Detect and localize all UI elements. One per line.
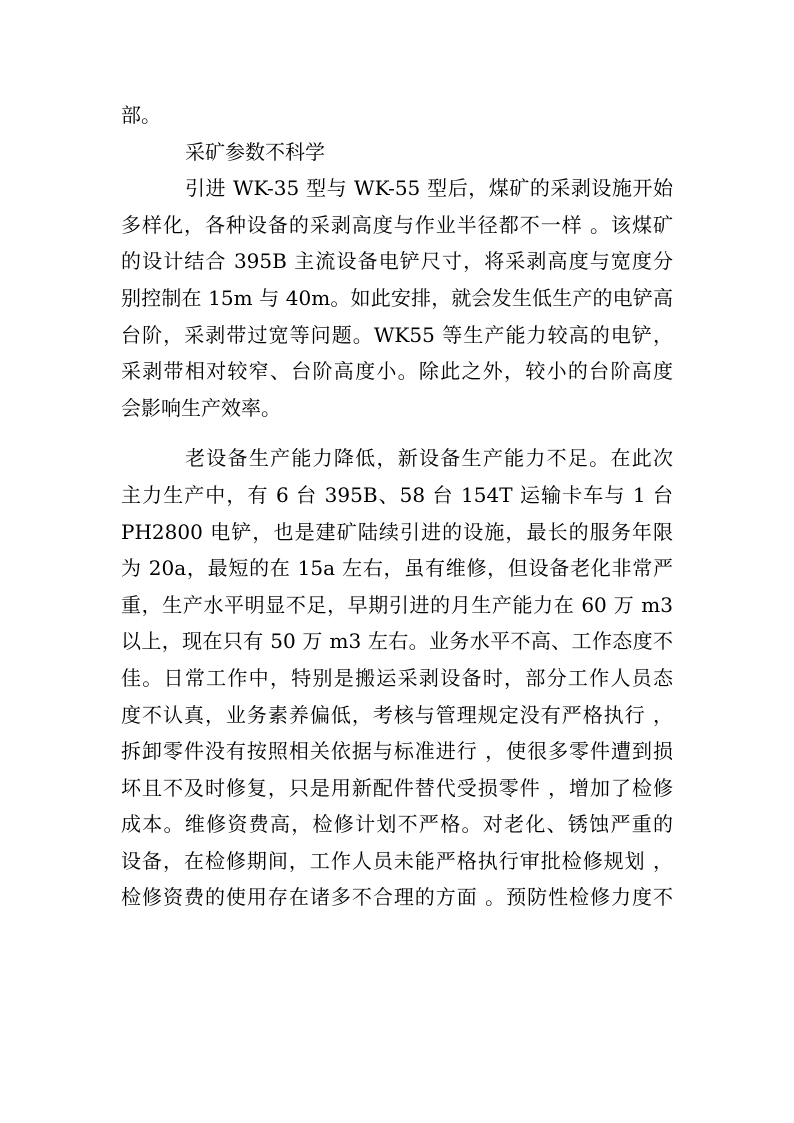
text-line: 为 20a，最短的在 15a 左右，虽有维修，但设备老化非常严 bbox=[121, 556, 673, 581]
text-line: 坏且不及时修复，只是用新配件替代受损零件 ，增加了检修 bbox=[121, 775, 673, 800]
paragraph-gap bbox=[121, 426, 673, 440]
text-line: 多样化，各种设备的采剥高度与作业半径都不一样 。该煤矿 bbox=[121, 212, 673, 237]
text-line: PH2800 电铲，也是建矿陆续引进的设施，最长的服务年限 bbox=[121, 519, 673, 544]
text-line: 引进 WK-35 型与 WK-55 型后，煤矿的采剥设施开始 bbox=[185, 176, 673, 201]
text-line: 部。 bbox=[121, 103, 161, 127]
text-line: 老设备生产能力降低，新设备生产能力不足。在此次 bbox=[185, 446, 673, 471]
text-line: 的设计结合 395B 主流设备电铲尺寸，将采剥高度与宽度分 bbox=[121, 249, 673, 274]
body-text bbox=[121, 97, 673, 916]
text-line: 重，生产水平明显不足，早期引进的月生产能力在 60 万 m3 bbox=[121, 592, 673, 617]
text-line: 佳。日常工作中，特别是搬运采剥设备时，部分工作人员态 bbox=[121, 665, 673, 690]
text-line: 拆卸零件没有按照相关依据与标准进行 ，使很多零件遭到损 bbox=[121, 739, 673, 764]
text-line: 别控制在 15m 与 40m。如此安排，就会发生低生产的电铲高 bbox=[121, 285, 673, 310]
text-line: 会影响生产效率。 bbox=[121, 395, 281, 420]
text-line: 检修资费的使用存在诸多不合理的方面 。预防性检修力度不 bbox=[121, 885, 673, 910]
text-line: 采剥带相对较窄、台阶高度小。除此之外，较小的台阶高度 bbox=[121, 359, 673, 384]
text-line: 设备，在检修期间，工作人员未能严格执行审批检修规划 ， bbox=[121, 848, 673, 873]
text-line: 主力生产中，有 6 台 395B、58 台 154T 运输卡车与 1 台 bbox=[121, 482, 673, 507]
text-line: 以上，现在只有 50 万 m3 左右。业务水平不高、工作态度不 bbox=[121, 629, 673, 654]
text-line: 台阶，采剥带过宽等问题。WK55 等生产能力较高的电铲， bbox=[121, 322, 673, 347]
text-line: 成本。维修资费高，检修计划不严格。对老化、锈蚀严重的 bbox=[121, 812, 673, 837]
section-heading: 采矿参数不科学 bbox=[185, 139, 325, 164]
text-line: 度不认真，业务素养偏低，考核与管理规定没有严格执行 ， bbox=[121, 702, 673, 727]
